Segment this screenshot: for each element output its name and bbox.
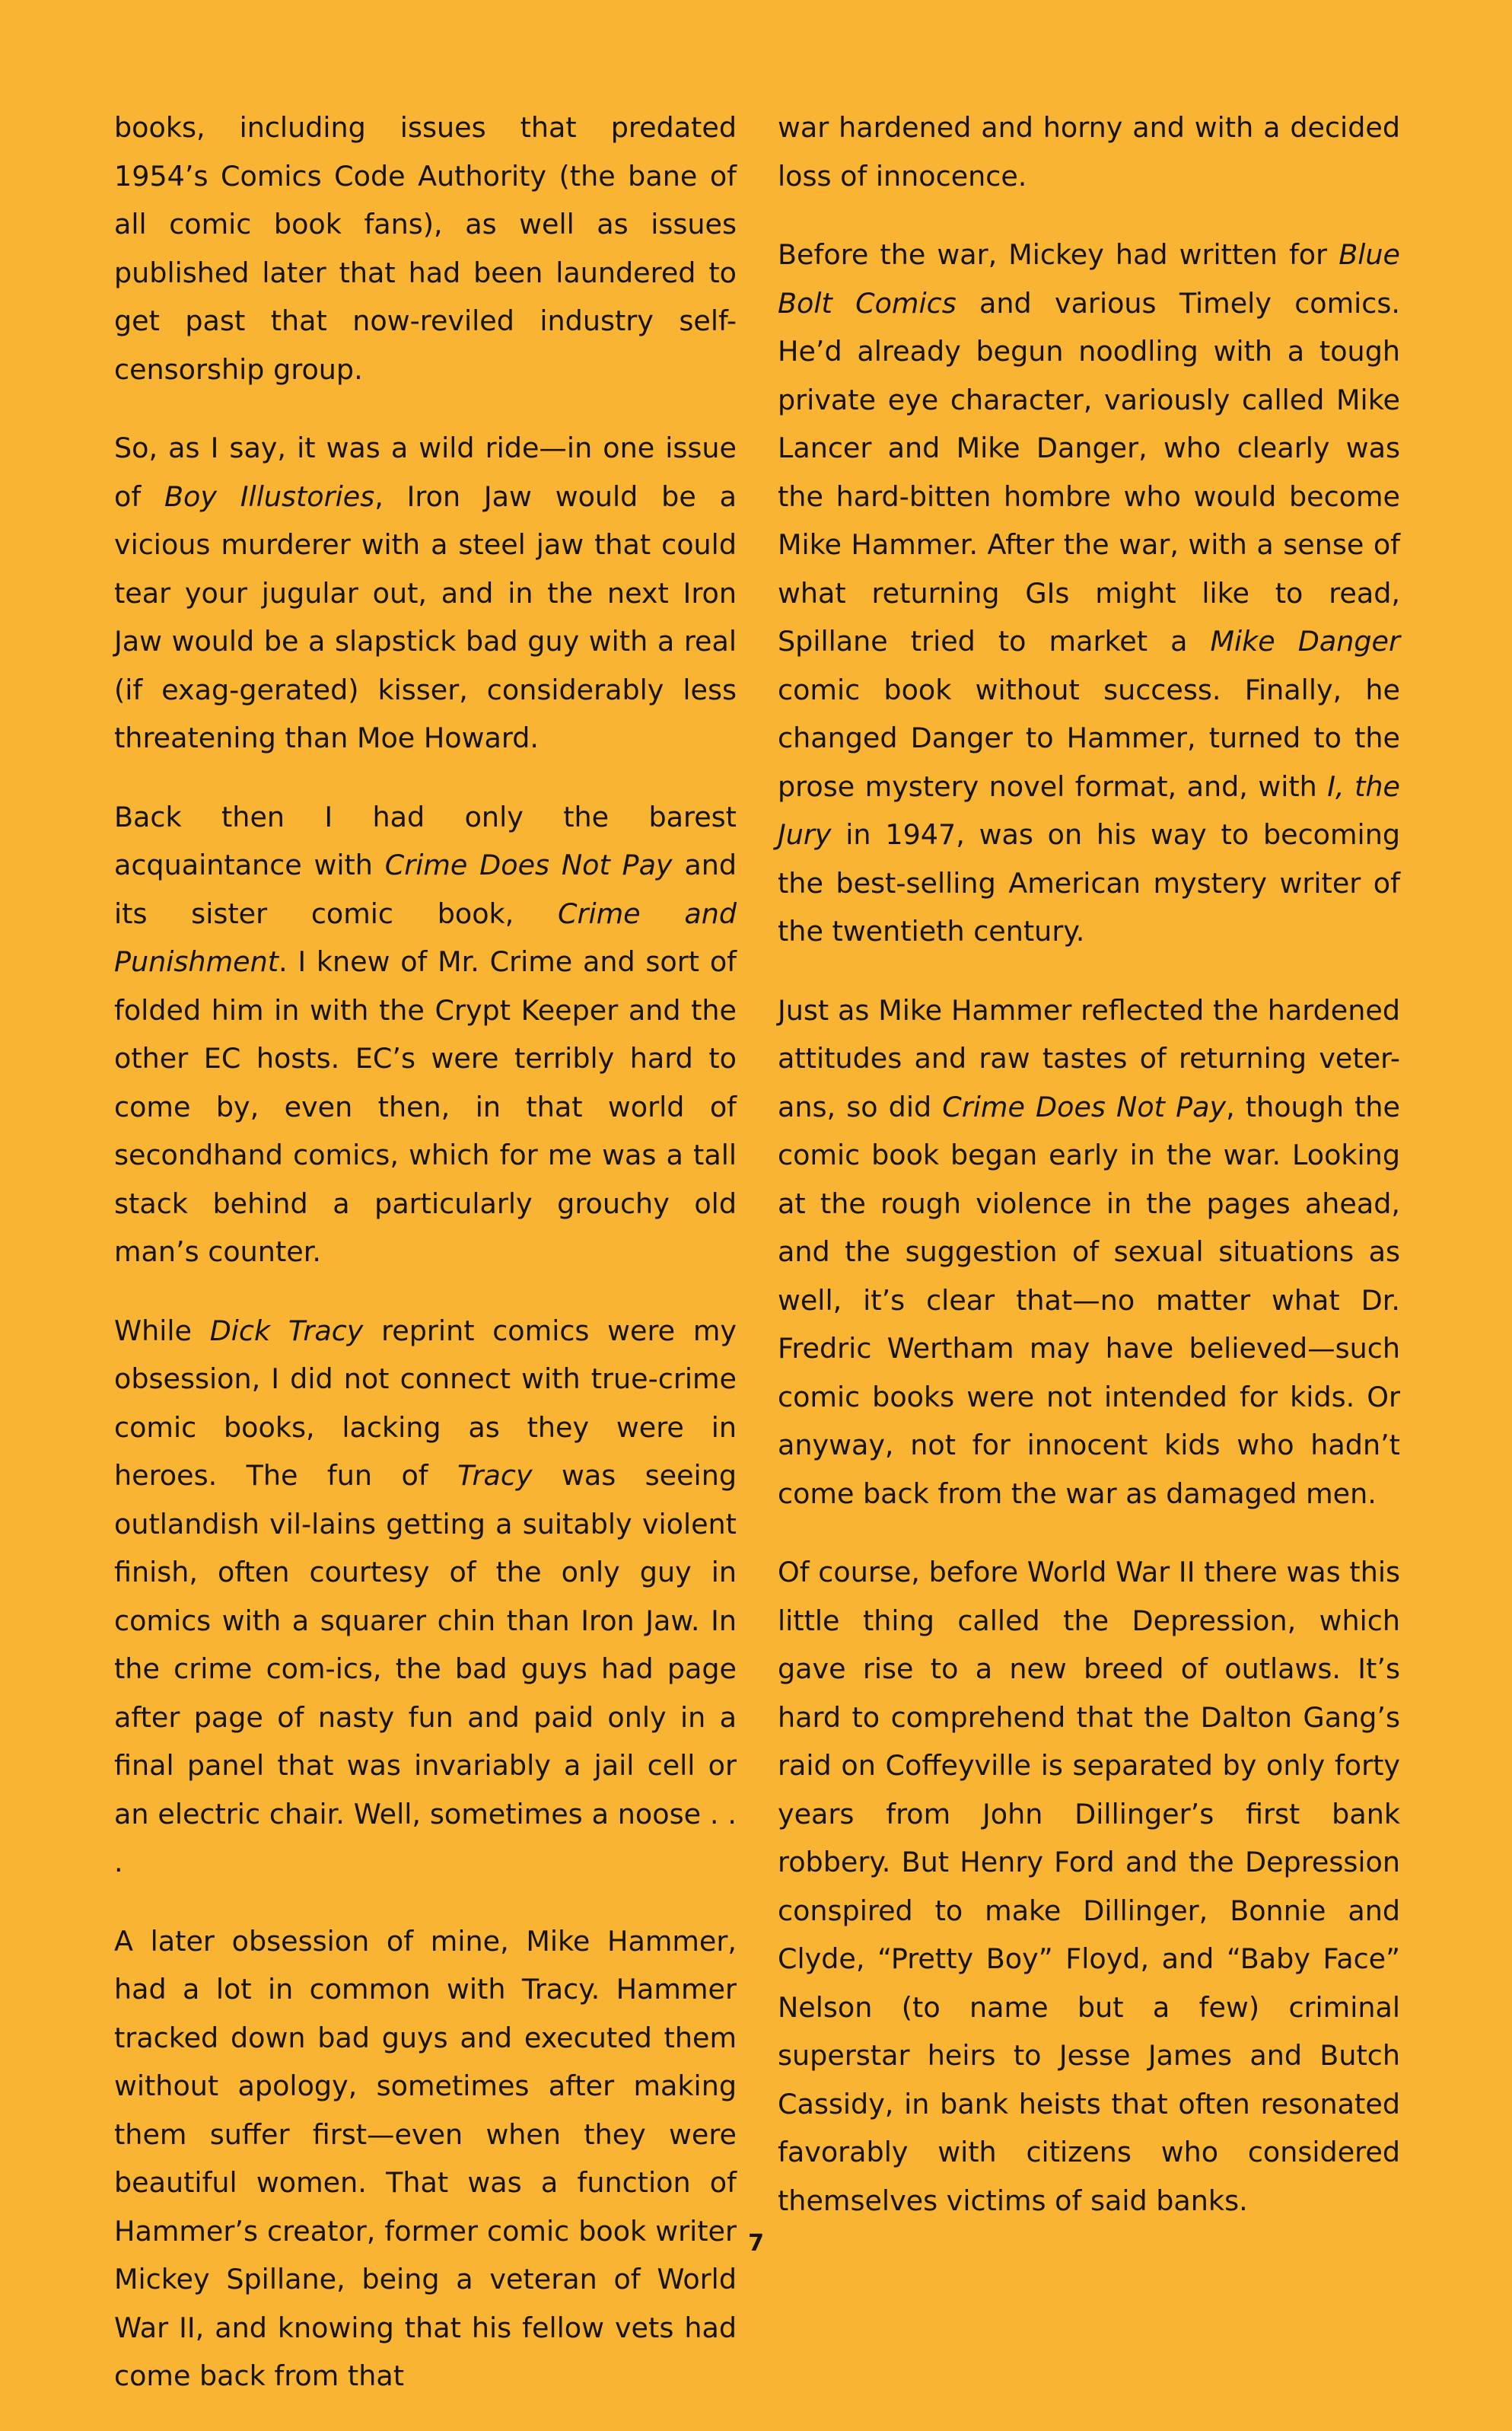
italic-title: Mike Danger bbox=[1210, 625, 1400, 658]
left-paragraph-5 bbox=[114, 1917, 737, 2401]
text-run: Before the war, Mickey had written for bbox=[778, 238, 1339, 271]
text-run: . I knew of Mr. Crime and sort of folded him in with the Crypt Keeper and the other EC hosts. EC’s were terribly hard to come by, even then, in that world of secondhand comics, which for me was a tall stack behind a particularly grouchy old man’s counter. bbox=[114, 945, 737, 1268]
text-run: and various Timely comics. He’d already begun noodling with a tough private eye character, variously called Mike Lancer and Mike Danger, who clearly was the hard-bitten hombre who would become Mike Hammer. After the war, with a sense of what returning GIs might like to read, Spillane tried to market a bbox=[778, 286, 1400, 658]
text-run: So, as I say, it was a wild ride—in one issue of bbox=[114, 432, 737, 513]
text-run: , Iron Jaw would be a vicious murderer with a steel jaw that could tear your jugular out, and in the next Iron Jaw would be a slapstick bad guy with a real (if exag-gerated) kisser, considerably less threatening than Moe Howard. bbox=[114, 480, 737, 754]
text-run: war hardened and horny and with a decided loss of innocence. bbox=[778, 111, 1400, 193]
right-paragraph-1 bbox=[778, 104, 1400, 200]
italic-title: Tracy bbox=[457, 1459, 533, 1492]
right-paragraph-4 bbox=[778, 1548, 1400, 2225]
left-paragraph-2 bbox=[114, 424, 737, 763]
italic-title: Boy Illustories bbox=[164, 480, 375, 513]
italic-title: Crime and Punishment bbox=[114, 897, 737, 978]
text-run: Just as Mike Hammer reflected the hardened attitudes and raw tastes of returning veter-ans, so did bbox=[778, 993, 1400, 1123]
text-run: was seeing outlandish vil-lains getting a suitably violent finish, often courtesy of the only guy in comics with a squarer chin than Iron Jaw. In the crime com-ics, the bad guys had page after page of nasty fun and paid only in a final panel that was invariably a jail cell or an electric chair. Well, sometimes a noose . . . bbox=[114, 1459, 737, 1878]
italic-title: I, the Jury bbox=[778, 769, 1400, 851]
italic-title: Crime Does Not Pay bbox=[942, 1090, 1227, 1123]
text-run: Back then I had only the barest acquaintance with bbox=[114, 800, 737, 881]
text-run: Of course, before World War II there was this little thing called the Depression, which gave rise to a new breed of outlaws. It’s hard to comprehend that the Dalton Gang’s raid on Coffeyville is separated by only forty years from John Dillinger’s first bank robbery. But Henry Ford and the Depression conspired to make Dillinger, Bonnie and Clyde, “Pretty Boy” Floyd, and “Baby Face” Nelson (to name but a few) criminal superstar heirs to Jesse James and Butch Cassidy, in bank heists that often resonated favorably with citizens who considered themselves victims of said banks. bbox=[778, 1556, 1400, 2217]
right-column bbox=[778, 104, 1400, 2255]
left-paragraph-4 bbox=[114, 1307, 737, 1887]
text-run: books, including issues that predated 1954’s Comics Code Authority (the bane of all comic book fans), as well as issues published later that had been laundered to get past that now-reviled industry self-censorship group. bbox=[114, 111, 737, 386]
left-column bbox=[114, 104, 737, 2431]
text-run: in 1947, was on his way to becoming the best-selling American mystery writer of the twentieth century. bbox=[778, 818, 1400, 948]
text-run: comic book without success. Finally, he changed Danger to Hammer, turned to the prose mystery novel format, and, with bbox=[778, 673, 1400, 803]
text-run: A later obsession of mine, Mike Hammer, had a lot in common with Tracy. Hammer tracked down bad guys and executed them without apology, sometimes after making them suffer first—even when they were beautiful women. That was a function of Hammer’s creator, former comic book writer Mickey Spillane, being a veteran of World War II, and knowing that his fellow vets had come back from that bbox=[114, 1924, 737, 2392]
page-number: 7 bbox=[748, 2230, 764, 2257]
text-run: reprint comics were my obsession, I did not connect with true-crime comic books, lacking as they were in heroes. The fun of bbox=[114, 1314, 737, 1492]
italic-title: Crime Does Not Pay bbox=[384, 849, 673, 881]
italic-title: Blue Bolt Comics bbox=[778, 238, 1400, 320]
left-paragraph-3 bbox=[114, 793, 737, 1276]
right-paragraph-3 bbox=[778, 986, 1400, 1518]
left-paragraph-1 bbox=[114, 104, 737, 393]
right-paragraph-2 bbox=[778, 231, 1400, 956]
text-run: While bbox=[114, 1314, 210, 1347]
text-run: , though the comic book began early in the war. Looking at the rough violence in the pages ahead, and the suggestion of sexual situations as well, it’s clear that—no matter what Dr. Fredric Wertham may have believed—such comic books were not intended for kids. Or anyway, not for innocent kids who hadn’t come back from the war as damaged men. bbox=[778, 1090, 1400, 1510]
italic-title: Dick Tracy bbox=[209, 1314, 364, 1347]
text-run: and its sister comic book, bbox=[114, 849, 737, 930]
